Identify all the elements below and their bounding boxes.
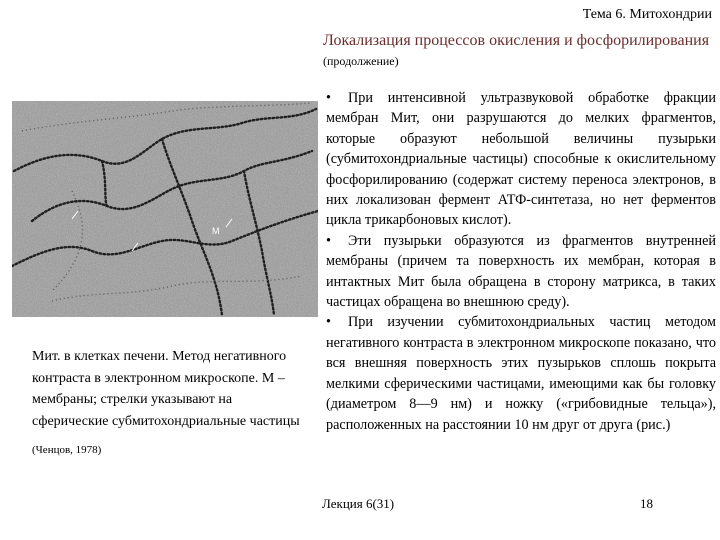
slide-title-main: Локализация процессов окисления и фосфорилирования	[323, 32, 710, 49]
figure-caption: Мит. в клетках печени. Метод негативного контраста в электронном микроскопе. М – мембраны; стрелки указывают на сферические субмитохондриальные частицы	[32, 349, 300, 429]
lecture-label: Лекция 6(31)	[322, 496, 395, 511]
electron-micrograph-image	[12, 101, 318, 317]
bullet-item	[326, 312, 716, 434]
slide-topic: Тема 6. Митохондрии	[582, 7, 712, 22]
membrane-label: M	[212, 226, 220, 236]
bullet-text: При изучении субмитохондриальных частиц методом негативного контраста в электронном микроскопе показано, что вся внешняя поверхность этих пузырьков сплошь покрыта мелкими сферическими частицами, имеющими как бы головку (диаметром 8—9 нм) и ножку («грибовидные тельца»), расположенных на расстоянии 10 нм друг от друга (рис.)	[326, 314, 716, 433]
bullet-item	[326, 231, 716, 313]
slide-title	[323, 31, 713, 71]
bullet-text: При интенсивной ультразвуковой обработке фракции мембран Мит, они разрушаются до мелких фрагментов, которые образуют небольшой величины пузырьки (субмитохондриальные частицы) способные к окислительному фосфорилированию (содержат систему переноса электронов, в них локализован фермент АТФ-синтетаза, но нет ферментов цикла трикарбоновых кислот).	[326, 90, 716, 229]
bullet-marker: •	[326, 314, 331, 331]
bullet-text: Эти пузырьки образуются из фрагментов внутренней мембраны (причем та поверхность их мембран, которая в интактных Мит была обращена в сторону матрикса, в таких частицах обращена во внешнюю среду).	[326, 232, 716, 311]
bullet-marker: •	[326, 232, 331, 249]
page-number: 18	[640, 496, 653, 511]
slide-title-suffix: (продолжение)	[323, 54, 399, 68]
figure-source: (Ченцов, 1978)	[32, 444, 102, 456]
bullet-list	[326, 88, 716, 435]
bullet-item	[326, 88, 716, 231]
bullet-marker: •	[326, 90, 331, 106]
